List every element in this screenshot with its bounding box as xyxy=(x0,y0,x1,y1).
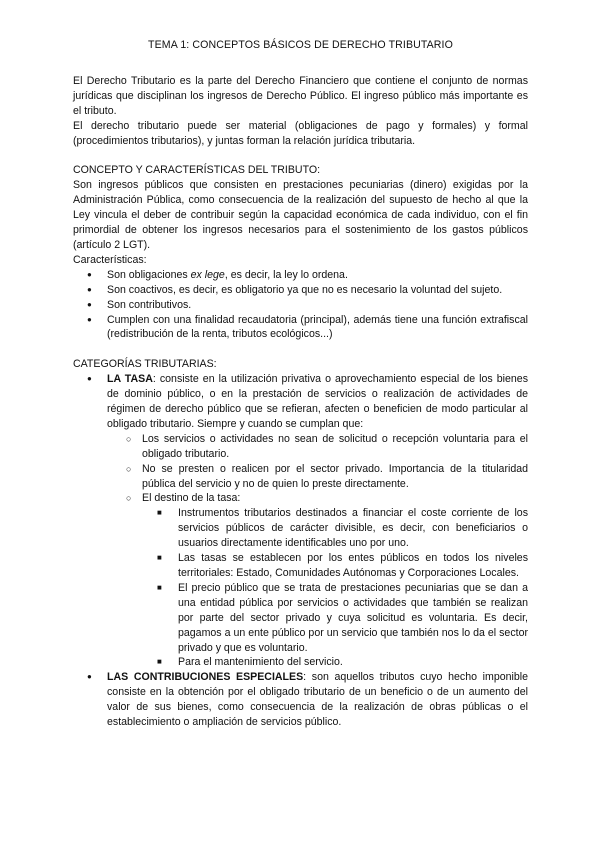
tasa-item xyxy=(73,372,528,670)
tasa-label: LA TASA xyxy=(107,373,153,386)
concepto-heading: CONCEPTO Y CARACTERÍSTICAS DEL TRIBUTO: xyxy=(73,164,321,177)
list-item: ○ No se presten o realicen por el sector privado. Importancia de la titularidad pública del servicio y no de quien lo preste directamente. xyxy=(106,462,528,492)
tasa-text: : consiste en la utilización privativa o aprovechamiento especial de los bienes de dominio público, o en la prestación de servicios o realización de actividades de régimen de derecho público que se refieran, afecten o beneficien de modo particular al obligado tributario. Siempre y cuando se cumplan que: xyxy=(107,373,528,430)
spacer xyxy=(73,342,528,357)
list-item: ● Cumplen con una finalidad recaudatoria (principal), además tiene una función extrafiscal (redistribución de la renta, tributos ecológicos...) xyxy=(73,313,528,343)
item-text: , es decir, la ley lo ordena. xyxy=(224,268,348,281)
list-item xyxy=(106,491,528,670)
intro-paragraph-2: El derecho tributario puede ser material (obligaciones de pago y formales) y formal (procedimientos tributarios), y juntas forman la relación jurídica tributaria. xyxy=(73,119,528,147)
ex-lege-term: ex lege xyxy=(190,268,225,281)
item-text: Son obligaciones xyxy=(107,268,191,281)
list-item: ● Son coactivos, es decir, es obligatorio ya que no es necesario la voluntad del sujeto. xyxy=(73,283,528,298)
list-item xyxy=(73,268,528,283)
list-item: ■ El precio público que se trata de prestaciones pecuniarias que se dan a una entidad pública por servicios o actividades que también se realizan por parte del sector privado y cuya solicitud es voluntaria. Es decir, pagamos a un ente público por un servicio que también nos lo da el sector privado y que es voluntario. xyxy=(142,581,528,656)
contribuciones-text: : son aquellos tributos cuyo hecho imponible consiste en la obtención por el obligado tributario de un beneficio o de un aumento del valor de sus bienes, como consecuencia de la realización de obras públicas o el establecimiento o ampliación de servicios público. xyxy=(107,671,528,729)
list-item: ● Son contributivos. xyxy=(73,298,528,313)
caracteristicas-label: Características: xyxy=(73,253,147,266)
contribuciones-item xyxy=(73,670,528,730)
spacer xyxy=(73,148,528,163)
list-item: ■ Para el mantenimiento del servicio. xyxy=(142,655,528,670)
destino-list xyxy=(142,506,528,670)
list-item: ■ Las tasas se establecen por los entes públicos en todos los niveles territoriales: Estado, Comunidades Autónomas y Corporaciones Locales. xyxy=(142,551,528,581)
categorias-list xyxy=(73,372,528,730)
list-item: ■ Instrumentos tributarios destinados a financiar el coste corriente de los servicios públicos de carácter divisible, es decir, con beneficiarios o usuarios directamente identificables uno por uno. xyxy=(142,506,528,551)
tasa-conditions-list xyxy=(106,432,528,671)
document-page xyxy=(73,38,528,730)
document-title: TEMA 1: CONCEPTOS BÁSICOS DE DERECHO TRIBUTARIO xyxy=(148,39,453,51)
categorias-heading: CATEGORÍAS TRIBUTARIAS: xyxy=(73,358,217,371)
intro-paragraph-1: El Derecho Tributario es la parte del Derecho Financiero que contiene el conjunto de normas jurídicas que disciplinan los ingresos de Derecho Público. El ingreso público más importante es el tributo. xyxy=(73,74,528,117)
caracteristicas-list xyxy=(73,268,528,343)
list-item: ○ Los servicios o actividades no sean de solicitud o recepción voluntaria para el obligado tributario. xyxy=(106,432,528,462)
contribuciones-label: LAS CONTRIBUCIONES ESPECIALES xyxy=(107,671,304,684)
concepto-text: Son ingresos públicos que consisten en prestaciones pecuniarias (dinero) exigidas por la Administración Pública, como consecuencia de la realización del supuesto de hecho al que la Ley vincula el deber de contribuir según la capacidad económica de cada individuo, con el fin primordial de obtener los ingresos necesarios para el sostenimiento de los gastos públicos (artículo 2 LGT). xyxy=(73,179,528,251)
destino-label: El destino de la tasa: xyxy=(142,492,241,505)
